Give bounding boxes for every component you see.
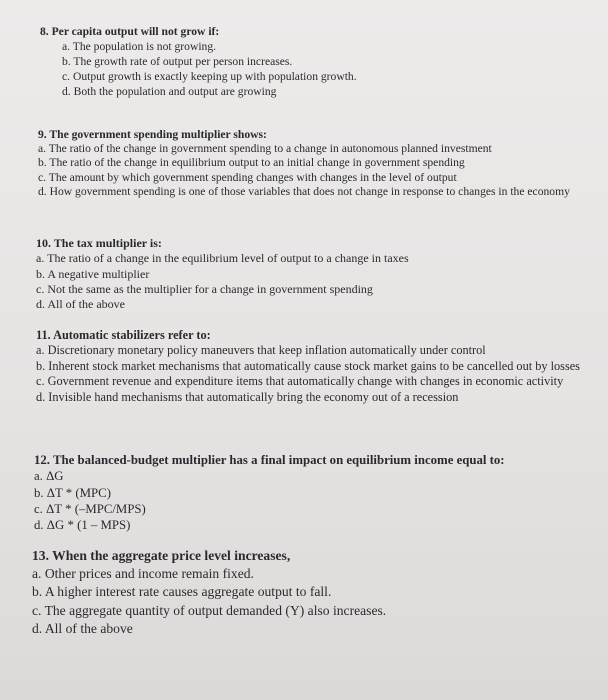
question-title: 8. Per capita output will not grow if: bbox=[40, 25, 220, 38]
question-title: 12. The balanced-budget multiplier has a final impact on equilibrium income equal to: bbox=[34, 453, 505, 467]
option-d: d. Invisible hand mechanisms that automatically bring the economy out of a recession bbox=[36, 389, 459, 404]
option-a: a. Discretionary monetary policy maneuvers that keep inflation automatically under control bbox=[36, 343, 486, 358]
option-c: c. Output growth is exactly keeping up with population growth. bbox=[62, 70, 357, 83]
question-10 bbox=[36, 236, 598, 312]
question-11 bbox=[36, 328, 598, 405]
question-title: 9. The government spending multiplier shows: bbox=[38, 128, 267, 141]
question-title: 10. The tax multiplier is: bbox=[36, 236, 162, 250]
option-b: b. The growth rate of output per person increases. bbox=[62, 55, 293, 68]
option-b: b. Inherent stock market mechanisms that automatically cause stock market gains to be cancelled out by losses bbox=[36, 358, 580, 373]
option-c: c. The aggregate quantity of output demanded (Y) also increases. bbox=[32, 602, 387, 618]
option-d: d. All of the above bbox=[36, 297, 125, 312]
option-c: c. Government revenue and expenditure items that automatically change with changes in economic activity bbox=[36, 374, 564, 389]
question-title: 11. Automatic stabilizers refer to: bbox=[36, 328, 211, 342]
option-d: d. Both the population and output are growing bbox=[62, 85, 277, 98]
option-a: a. ΔG bbox=[34, 469, 64, 484]
option-b: b. ΔT * (MPC) bbox=[34, 485, 111, 500]
question-13 bbox=[32, 547, 598, 638]
option-d: d. How government spending is one of those variables that does not change in response to changes in the economy bbox=[38, 184, 570, 198]
option-c: c. The amount by which government spending changes with changes in the level of output bbox=[38, 170, 457, 184]
option-c: c. Not the same as the multiplier for a change in government spending bbox=[36, 281, 373, 296]
question-12 bbox=[34, 452, 598, 533]
question-8 bbox=[40, 24, 598, 99]
option-b: b. The ratio of the change in equilibrium output to an initial change in government spending bbox=[38, 156, 465, 170]
option-b: b. A higher interest rate causes aggregate output to fall. bbox=[32, 584, 332, 600]
option-c: c. ΔT * (–MPC/MPS) bbox=[34, 501, 146, 516]
option-d: d. ΔG * (1 – MPS) bbox=[34, 518, 131, 533]
option-a: a. The population is not growing. bbox=[62, 40, 217, 53]
option-a: a. Other prices and income remain fixed. bbox=[32, 566, 254, 582]
question-title: 13. When the aggregate price level increases, bbox=[32, 548, 291, 563]
option-d: d. All of the above bbox=[32, 620, 133, 636]
option-b: b. A negative multiplier bbox=[36, 266, 150, 281]
option-a: a. The ratio of the change in government spending to a change in autonomous planned investment bbox=[38, 142, 492, 156]
question-9 bbox=[38, 128, 598, 199]
option-a: a. The ratio of a change in the equilibrium level of output to a change in taxes bbox=[36, 251, 409, 266]
